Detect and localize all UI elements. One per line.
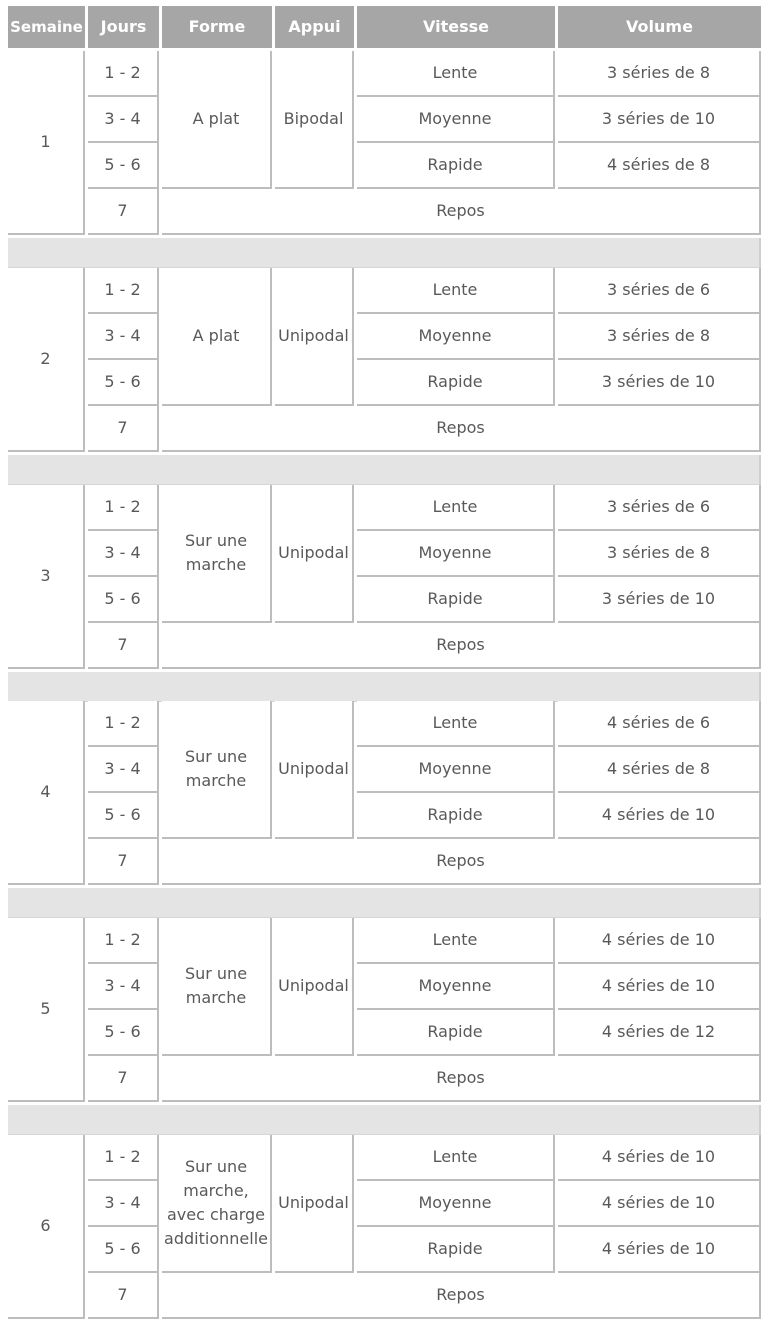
volume-cell: 4 séries de 10	[558, 793, 761, 839]
volume-cell: 4 séries de 6	[558, 701, 761, 747]
rest-day-cell: 7	[88, 623, 159, 669]
day-range-cell: 3 - 4	[88, 97, 159, 143]
week-number-cell: 3	[8, 485, 85, 669]
appui-cell: Unipodal	[275, 918, 354, 1056]
appui-cell: Bipodal	[275, 51, 354, 189]
week-number-cell: 1	[8, 51, 85, 235]
day-range-cell: 5 - 6	[88, 143, 159, 189]
day-range-cell: 5 - 6	[88, 1010, 159, 1056]
rest-label-cell: Repos	[162, 1273, 761, 1319]
volume-cell: 4 séries de 10	[558, 964, 761, 1010]
week-separator-row	[8, 1105, 761, 1135]
volume-cell: 4 séries de 12	[558, 1010, 761, 1056]
vitesse-cell: Rapide	[357, 1010, 555, 1056]
volume-cell: 3 séries de 8	[558, 51, 761, 97]
volume-cell: 3 séries de 8	[558, 531, 761, 577]
rest-day-cell: 7	[88, 189, 159, 235]
volume-cell: 4 séries de 8	[558, 747, 761, 793]
week-number-cell: 6	[8, 1135, 85, 1319]
vitesse-cell: Lente	[357, 1135, 555, 1181]
week-number-cell: 4	[8, 701, 85, 885]
vitesse-cell: Rapide	[357, 793, 555, 839]
week-separator-row	[8, 888, 761, 918]
rest-day-cell: 7	[88, 406, 159, 452]
day-range-cell: 1 - 2	[88, 918, 159, 964]
forme-cell: A plat	[162, 51, 272, 189]
vitesse-cell: Rapide	[357, 143, 555, 189]
week-separator-row	[8, 455, 761, 485]
header-volume: Volume	[558, 6, 761, 48]
volume-cell: 4 séries de 10	[558, 1135, 761, 1181]
day-range-cell: 3 - 4	[88, 964, 159, 1010]
vitesse-cell: Rapide	[357, 360, 555, 406]
day-range-cell: 1 - 2	[88, 485, 159, 531]
week-separator-row	[8, 672, 761, 702]
header-vitesse: Vitesse	[357, 6, 555, 48]
day-range-cell: 5 - 6	[88, 360, 159, 406]
rest-label-cell: Repos	[162, 839, 761, 885]
vitesse-cell: Lente	[357, 268, 555, 314]
forme-cell: Sur une marche	[162, 485, 272, 623]
rest-day-cell: 7	[88, 1056, 159, 1102]
day-range-cell: 3 - 4	[88, 531, 159, 577]
volume-cell: 4 séries de 10	[558, 1181, 761, 1227]
forme-cell: Sur une marche	[162, 918, 272, 1056]
vitesse-cell: Rapide	[357, 577, 555, 623]
rest-label-cell: Repos	[162, 406, 761, 452]
vitesse-cell: Lente	[357, 485, 555, 531]
volume-cell: 3 séries de 6	[558, 485, 761, 531]
day-range-cell: 5 - 6	[88, 1227, 159, 1273]
day-range-cell: 1 - 2	[88, 268, 159, 314]
volume-cell: 3 séries de 10	[558, 360, 761, 406]
header-jours: Jours	[88, 6, 159, 48]
week-number-cell: 2	[8, 268, 85, 452]
day-range-cell: 5 - 6	[88, 577, 159, 623]
appui-cell: Unipodal	[275, 701, 354, 839]
volume-cell: 3 séries de 8	[558, 314, 761, 360]
forme-cell: A plat	[162, 268, 272, 406]
vitesse-cell: Moyenne	[357, 97, 555, 143]
day-range-cell: 3 - 4	[88, 314, 159, 360]
day-range-cell: 1 - 2	[88, 51, 159, 97]
volume-cell: 4 séries de 8	[558, 143, 761, 189]
appui-cell: Unipodal	[275, 1135, 354, 1273]
vitesse-cell: Lente	[357, 701, 555, 747]
week-number-cell: 5	[8, 918, 85, 1102]
header-appui: Appui	[275, 6, 354, 48]
vitesse-cell: Lente	[357, 918, 555, 964]
volume-cell: 3 séries de 10	[558, 97, 761, 143]
header-forme: Forme	[162, 6, 272, 48]
rest-label-cell: Repos	[162, 1056, 761, 1102]
day-range-cell: 3 - 4	[88, 1181, 159, 1227]
vitesse-cell: Moyenne	[357, 1181, 555, 1227]
day-range-cell: 5 - 6	[88, 793, 159, 839]
day-range-cell: 3 - 4	[88, 747, 159, 793]
rest-day-cell: 7	[88, 839, 159, 885]
volume-cell: 3 séries de 10	[558, 577, 761, 623]
vitesse-cell: Moyenne	[357, 964, 555, 1010]
rest-label-cell: Repos	[162, 189, 761, 235]
day-range-cell: 1 - 2	[88, 701, 159, 747]
rest-label-cell: Repos	[162, 623, 761, 669]
appui-cell: Unipodal	[275, 268, 354, 406]
volume-cell: 3 séries de 6	[558, 268, 761, 314]
appui-cell: Unipodal	[275, 485, 354, 623]
forme-cell: Sur une marche, avec charge additionnelle	[162, 1135, 272, 1273]
vitesse-cell: Moyenne	[357, 747, 555, 793]
vitesse-cell: Moyenne	[357, 314, 555, 360]
week-separator-row	[8, 238, 761, 268]
vitesse-cell: Rapide	[357, 1227, 555, 1273]
vitesse-cell: Lente	[357, 51, 555, 97]
rest-day-cell: 7	[88, 1273, 159, 1319]
forme-cell: Sur une marche	[162, 701, 272, 839]
day-range-cell: 1 - 2	[88, 1135, 159, 1181]
vitesse-cell: Moyenne	[357, 531, 555, 577]
volume-cell: 4 séries de 10	[558, 918, 761, 964]
volume-cell: 4 séries de 10	[558, 1227, 761, 1273]
header-semaine: Semaine	[8, 6, 85, 48]
